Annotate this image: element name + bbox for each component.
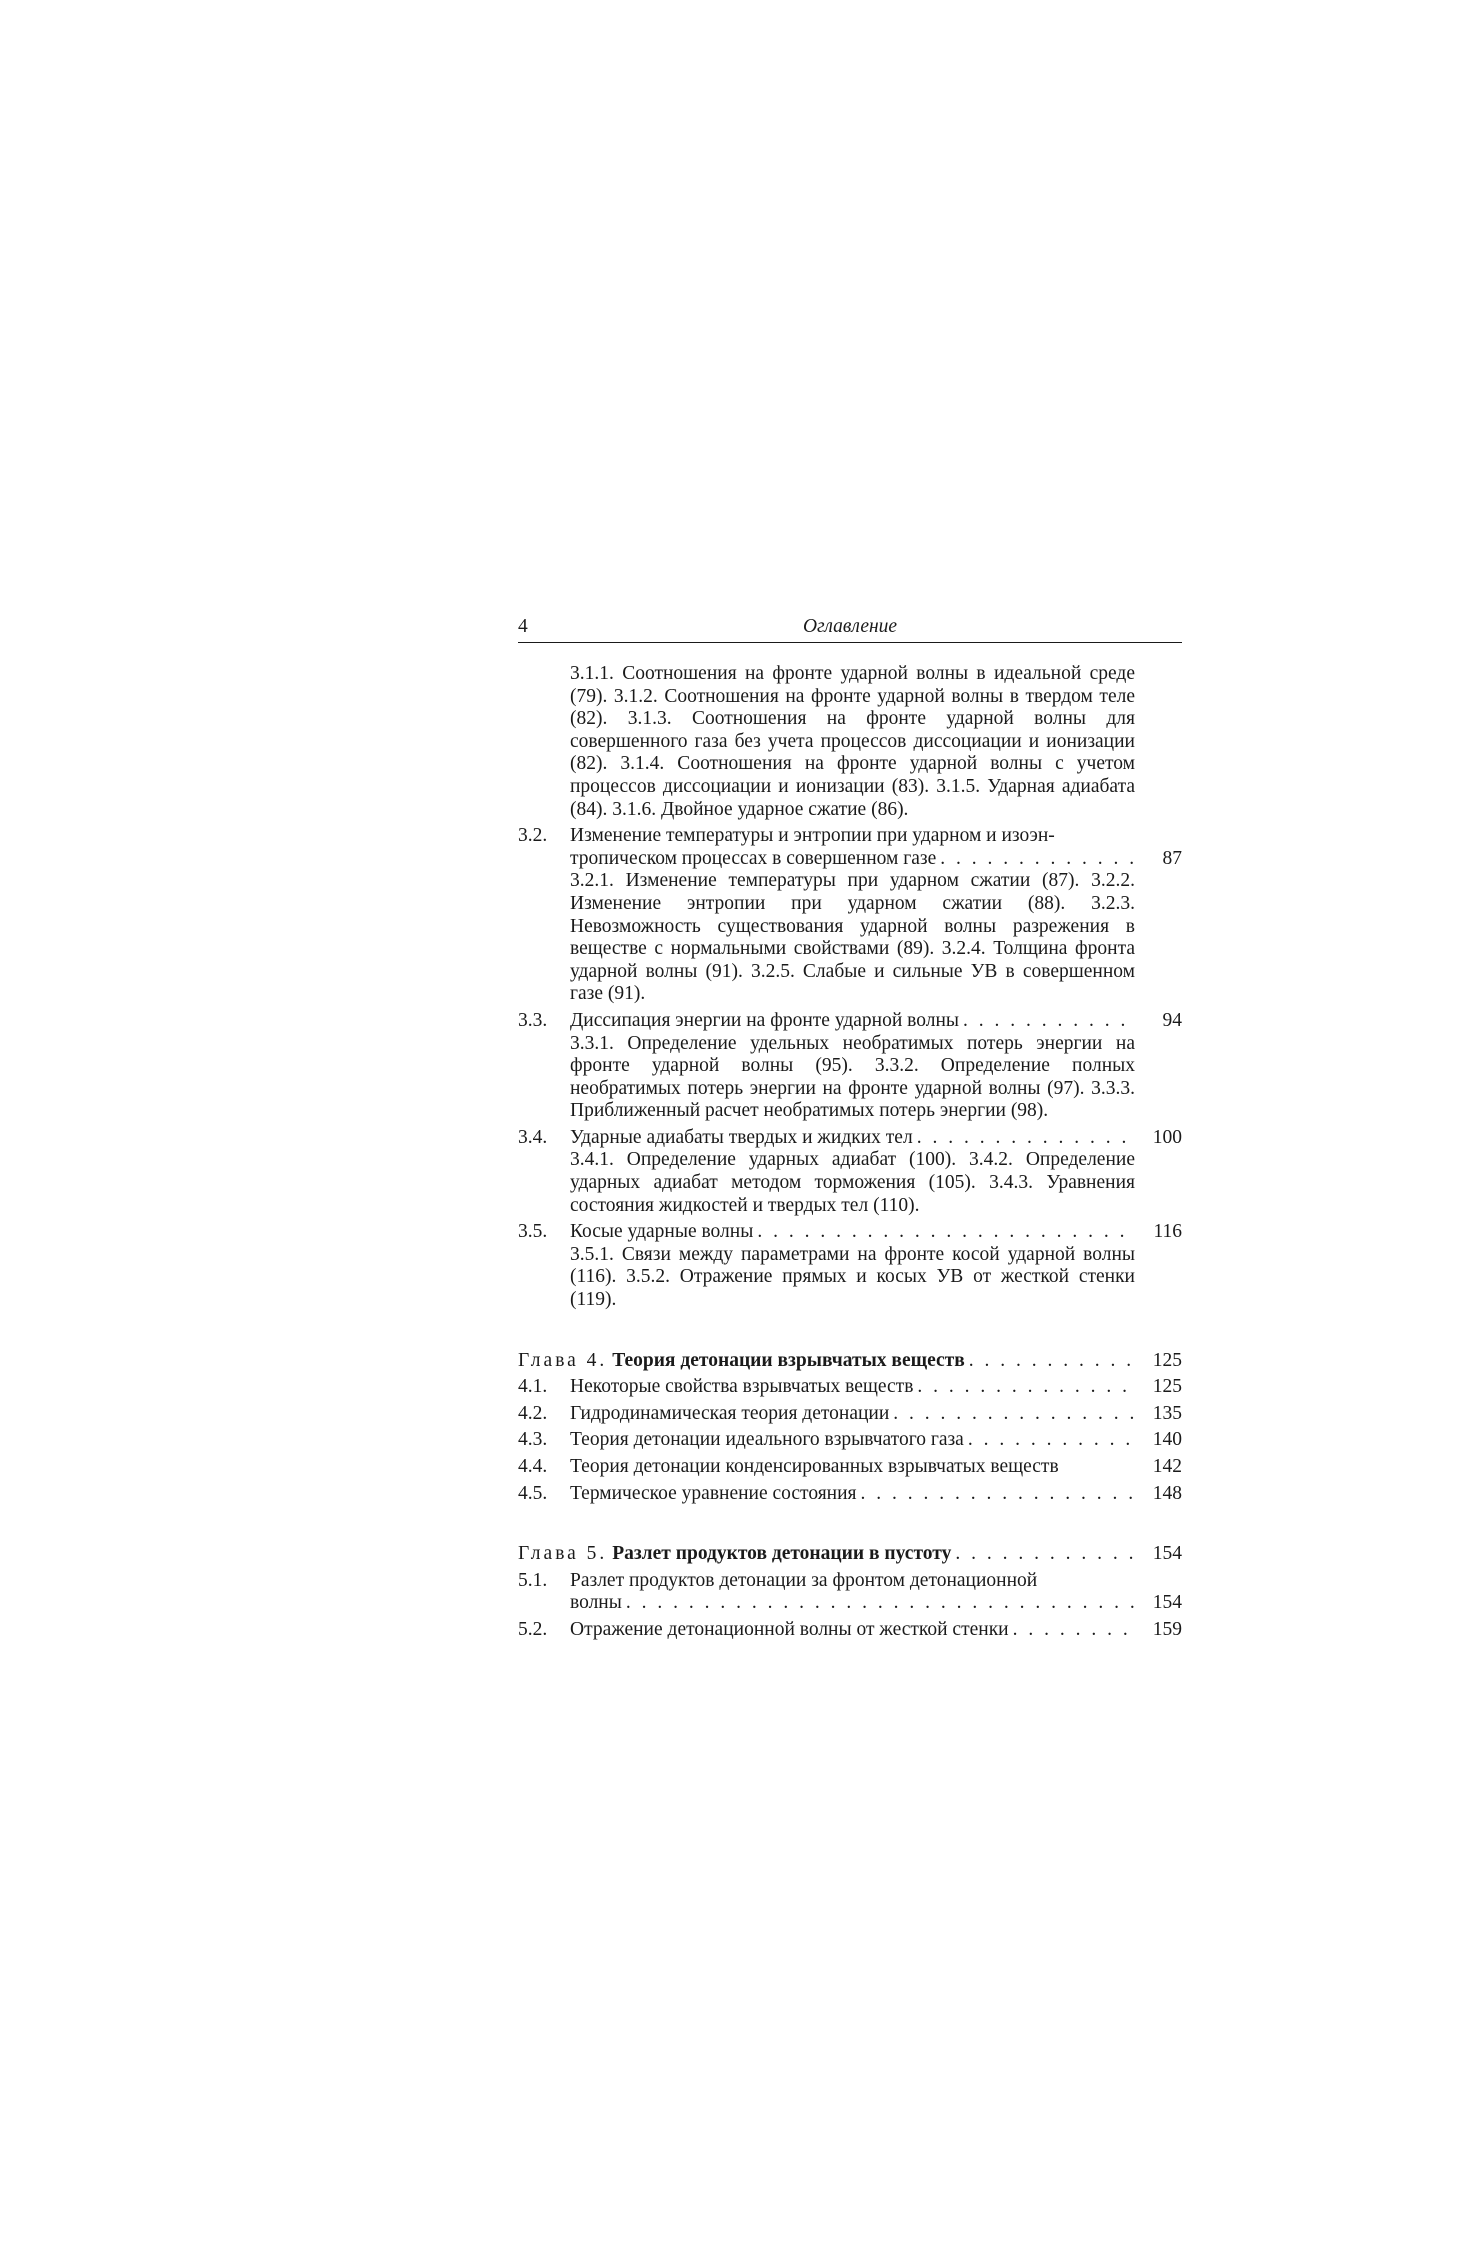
chapter-line	[518, 1543, 1135, 1566]
toc-entry-4-2[interactable]	[518, 1403, 1182, 1426]
toc-entry-4-4[interactable]	[518, 1456, 1182, 1479]
section-number: 4.3.	[518, 1429, 548, 1451]
section-page: 94	[1162, 1009, 1182, 1031]
toc-entry-3-4[interactable]	[518, 1127, 1182, 1217]
toc-entry-3-2[interactable]	[518, 825, 1182, 1006]
section-title: Диссипация энергии на фронте ударной волны	[570, 1009, 960, 1031]
section-title-leader	[570, 1127, 1135, 1150]
section-title-line2: волны	[570, 1592, 622, 1614]
section-number: 5.2.	[518, 1618, 548, 1640]
section-number: 4.5.	[518, 1482, 548, 1504]
section-title-leader	[570, 1221, 1135, 1244]
section-title: Отражение детонационной волны от жесткой стенки	[570, 1618, 1009, 1640]
chapter-label: Глава 4.	[518, 1349, 608, 1371]
running-head	[518, 616, 1182, 643]
chapter-heading	[518, 1350, 965, 1373]
toc-entry-3-3[interactable]	[518, 1010, 1182, 1123]
section-number: 3.2.	[518, 825, 548, 847]
section-title-line1: Разлет продуктов детонации за фронтом детонационной	[570, 1569, 1038, 1591]
toc-chapter-5[interactable]	[518, 1543, 1182, 1566]
dot-leader	[951, 1543, 1135, 1566]
section-title-leader	[570, 1483, 1135, 1506]
toc-entry-5-2[interactable]	[518, 1619, 1182, 1642]
section-title: Косые ударные волны	[570, 1221, 754, 1243]
toc-entry-4-5[interactable]	[518, 1483, 1182, 1506]
section-title-leader	[570, 1456, 1135, 1479]
dot-leader	[622, 1592, 1135, 1615]
dot-leader	[1009, 1619, 1135, 1642]
section-number: 4.1.	[518, 1376, 548, 1398]
section-title: Некоторые свойства взрывчатых веществ	[570, 1376, 914, 1398]
dot-leader	[965, 1350, 1135, 1373]
section-number: 3.3.	[518, 1009, 548, 1031]
section-title: Теория детонации идеального взрывчатого газа	[570, 1429, 964, 1451]
dot-leader	[913, 1127, 1135, 1150]
dot-leader	[753, 1221, 1135, 1244]
dot-leader	[964, 1429, 1135, 1452]
dot-leader	[959, 1010, 1135, 1033]
section-title: Термическое уравнение состояния	[570, 1482, 857, 1504]
section-title-line2-leader	[570, 848, 1135, 871]
subsections-3-4: 3.4.1. Определение ударных адиабат (100). 3.4.2. Определение ударных адиабат методом торможения (105). 3.4.3. Уравнения состояния жидкостей и твердых тел (110).	[570, 1149, 1135, 1216]
subsections-3-5: 3.5.1. Связи между параметрами на фронте косой ударной волны (116). 3.5.2. Отражение прямых и косых УВ от жесткой стенки (119).	[570, 1243, 1135, 1311]
section-title-leader	[570, 1010, 1135, 1033]
section-title: Ударные адиабаты твердых и жидких тел	[570, 1126, 913, 1148]
subsections-3-1: 3.1.1. Соотношения на фронте ударной волны в идеальной среде (79). 3.1.2. Соотношения на фронте ударной волны в твердом теле (82). 3.1.3. Соотношения на фронте ударной волны для совершенного газа без учета процессов диссоциации и ионизации (82). 3.1.4. Соотношения на фронте ударной волны с учетом процессов диссоциации и ионизации (83). 3.1.5. Ударная адиабата (84). 3.1.6. Двойное ударное сжатие (86).	[570, 663, 1135, 820]
dot-leader	[936, 848, 1135, 871]
subsections-3-2: 3.2.1. Изменение температуры при ударном сжатии (87). 3.2.2. Изменение энтропии при ударном сжатии (88). 3.2.3. Невозможность существования ударной волны разрежения в веществе с нормальными свойствами (89). 3.2.4. Толщина фронта ударной волны (91). 3.2.5. Слабые и сильные УВ в совершенном газе (91).	[570, 870, 1135, 1005]
section-page: 87	[1162, 847, 1182, 869]
toc-chapter-4[interactable]	[518, 1350, 1182, 1373]
section-number: 3.5.	[518, 1221, 548, 1243]
section-page: 140	[1152, 1429, 1182, 1451]
section-page: 116	[1153, 1221, 1182, 1243]
section-number: 4.2.	[518, 1402, 548, 1424]
section-title: Гидродинамическая теория детонации	[570, 1402, 890, 1424]
dot-leader	[889, 1403, 1135, 1426]
dot-leader	[857, 1483, 1135, 1506]
section-title-leader	[570, 1619, 1135, 1642]
chapter-line	[518, 1350, 1135, 1373]
section-title-line2: тропическом процессах в совершенном газе	[570, 847, 937, 869]
toc-entry-4-1[interactable]	[518, 1376, 1182, 1399]
section-title-line2-leader	[570, 1592, 1135, 1615]
chapter-label: Глава 5.	[518, 1543, 608, 1565]
section-title-leader	[570, 1403, 1135, 1426]
toc-entry-3-5[interactable]	[518, 1221, 1182, 1311]
section-page: 125	[1152, 1376, 1182, 1398]
section-title: Теория детонации конденсированных взрывчатых веществ	[570, 1456, 1059, 1477]
dot-leader	[913, 1376, 1135, 1399]
section-number: 5.1.	[518, 1569, 548, 1591]
section-page: 154	[1152, 1592, 1182, 1614]
chapter-page: 125	[1152, 1349, 1182, 1371]
toc-page	[518, 616, 1182, 1642]
chapter-heading	[518, 1543, 951, 1566]
section-page: 142	[1152, 1456, 1182, 1477]
section-number: 3.4.	[518, 1126, 548, 1148]
chapter-title: Разлет продуктов детонации в пустоту	[612, 1543, 952, 1565]
chapter-title: Теория детонации взрывчатых веществ	[612, 1349, 965, 1371]
section-number: 4.4.	[518, 1456, 548, 1477]
running-title: Оглавление	[802, 616, 898, 637]
section-title-line1: Изменение температуры и энтропии при ударном и изоэн-	[570, 825, 1055, 847]
section-page: 159	[1152, 1618, 1182, 1640]
subsections-3-3: 3.3.1. Определение удельных необратимых потерь энергии на фронте ударной волны (95). 3.3.2. Определение полных необратимых потерь энергии на фронте ударной волны (97). 3.3.3. Приближенный расчет необратимых потерь энергии (98).	[570, 1032, 1135, 1122]
page-number: 4	[518, 616, 528, 637]
section-page: 100	[1152, 1126, 1182, 1148]
toc-entry-4-3[interactable]	[518, 1429, 1182, 1452]
section-title-leader	[570, 1376, 1135, 1399]
toc-entry-5-1[interactable]	[518, 1570, 1182, 1615]
section-page: 148	[1152, 1482, 1182, 1504]
section-title-leader	[570, 1429, 1135, 1452]
section-page: 135	[1152, 1402, 1182, 1424]
chapter-page: 154	[1152, 1543, 1182, 1565]
